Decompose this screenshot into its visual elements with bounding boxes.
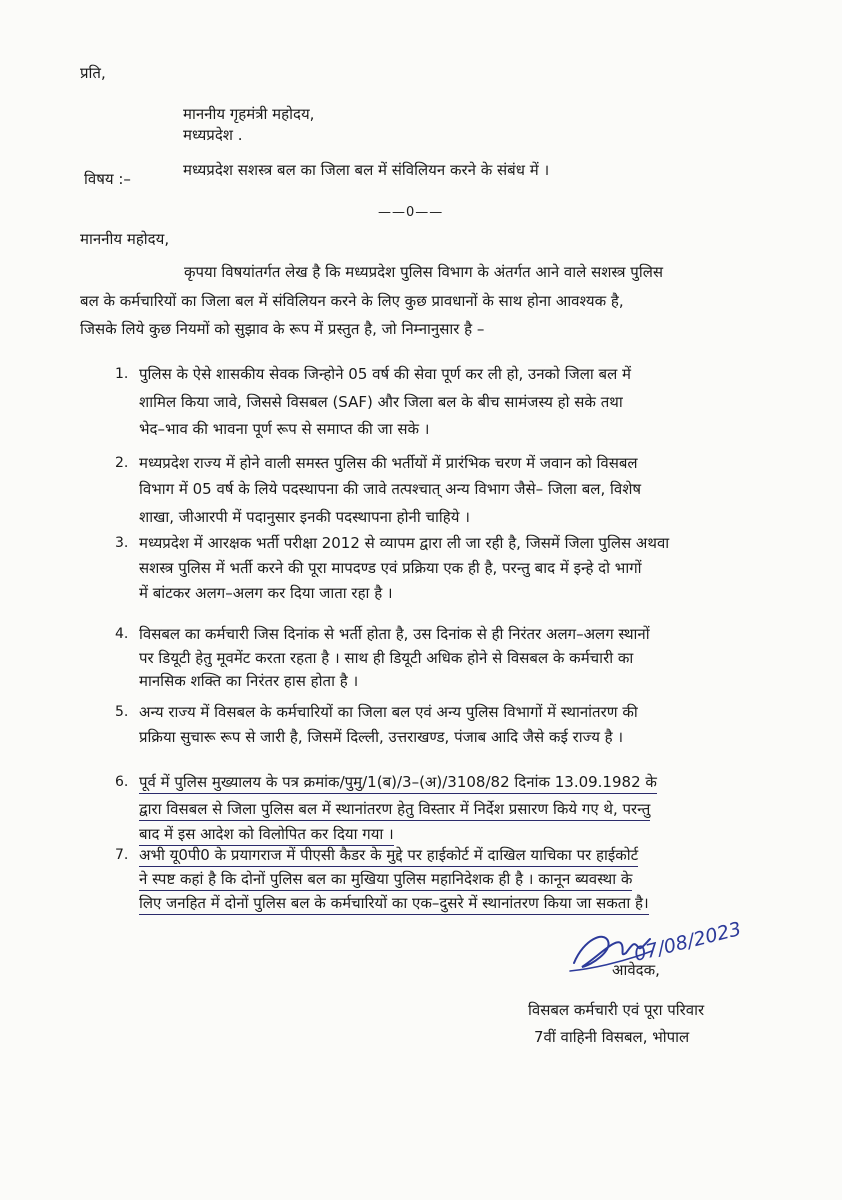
item-line: पुलिस के ऐसे शासकीय सेवक जिन्होने 05 वर्ष की सेवा पूर्ण कर ली हो, उनको जिला बल में — [139, 365, 632, 383]
item-number: 2. — [115, 455, 129, 471]
signature — [560, 905, 770, 985]
item-line: शाखा, जीआरपी में पदानुसार इनकी पदस्थापना होनी चाहिये । — [139, 508, 470, 526]
applicant-label: आवेदक, — [612, 961, 660, 979]
item-line: विसबल का कर्मचारी जिस दिनांक से भर्ती होता है, उस दिनांक से ही निरंतर अलग–अलग स्थानों — [139, 625, 650, 643]
item-line: पूर्व में पुलिस मुख्यालय के पत्र क्रमांक/पुमु/1(ब)/3–(अ)/3108/82 दिनांक 13.09.1982 के — [139, 772, 657, 794]
item-number: 3. — [115, 535, 129, 551]
signature-drawing — [560, 905, 770, 985]
item-line: अभी यू0पी0 के प्रयागराज में पीएसी कैडर के मुद्दे पर हाईकोर्ट में दाखिल याचिका पर हाईकोर्ट — [139, 845, 638, 867]
list-item — [115, 624, 805, 704]
recipient-to: प्रति, — [80, 64, 106, 82]
item-line: शामिल किया जावे, जिससे विसबल (SAF) और जिला बल के बीच सामंजस्य हो सके तथा — [139, 393, 623, 411]
item-line: लिए जनहित में दोनों पुलिस बल के कर्मचारियों का एक–दुसरे में स्थानांतरण किया जा सकता है। — [139, 893, 649, 915]
intro-line: जिसके लिये कुछ नियमों को सुझाव के रूप में प्रस्तुत है, जो निम्नानुसार है – — [80, 320, 485, 338]
recipient-name: माननीय गृहमंत्री महोदय, — [183, 105, 315, 123]
item-line: मध्यप्रदेश राज्य में होने वाली समस्त पुलिस की भर्तीयों में प्रारंभिक चरण में जवान को विसबल — [139, 454, 638, 472]
item-line: द्वारा विसबल से जिला पुलिस बल में स्थानांतरण हेतु विस्तार में निर्देश प्रसारण किये गए थे, परन्तु — [139, 799, 650, 821]
list-item — [115, 772, 805, 852]
item-line: प्रक्रिया सुचारू रूप से जारी है, जिसमें दिल्ली, उत्तराखण्ड, पंजाब आदि जैसे कई राज्य है । — [139, 728, 624, 746]
item-line: मानसिक शक्ति का निरंतर हास होता है । — [139, 672, 359, 690]
subject-text: मध्यप्रदेश सशस्त्र बल का जिला बल में संविलियन करने के संबंध में । — [183, 161, 550, 179]
list-item — [115, 364, 805, 444]
item-line: भेद–भाव की भावना पूर्ण रूप से समाप्त की जा सके । — [139, 420, 430, 438]
item-line: अन्य राज्य में विसबल के कर्मचारियों का जिला बल एवं अन्य पुलिस विभागों में स्थानांतरण की — [139, 703, 638, 721]
item-line: मध्यप्रदेश में आरक्षक भर्ती परीक्षा 2012 से व्यापम द्वारा ली जा रही है, जिसमें जिला पुलिस अथवा — [139, 534, 670, 552]
intro-line: कृपया विषयांतर्गत लेख है कि मध्यप्रदेश पुलिस विभाग के अंतर्गत आने वाले सशस्त्र पुलिस — [184, 263, 664, 281]
subject-label: विषय :– — [84, 170, 131, 188]
item-number: 1. — [115, 366, 129, 382]
item-number: 4. — [115, 626, 129, 642]
list-item — [115, 453, 805, 533]
item-line: पर डियूटी हेतु मूवमेंट करता रहता है । साथ ही डियूटी अधिक होने से विसबल के कर्मचारी का — [139, 649, 634, 667]
signature-date: 07/08/2023 — [631, 918, 744, 966]
item-line: ने स्पष्ट कहां है कि दोनों पुलिस बल का मुखिया पुलिस महानिदेशक ही है । कानून ब्यवस्था के — [139, 869, 632, 891]
divider: ——0—— — [378, 205, 444, 220]
item-line: सशस्त्र पुलिस में भर्ती करने की पूरा मापदण्ड एवं प्रक्रिया एक ही है, परन्तु बाद में इन्हे दो भागों — [139, 559, 642, 577]
item-number: 7. — [115, 847, 129, 863]
list-item — [115, 702, 805, 762]
item-line: में बांटकर अलग–अलग कर दिया जाता रहा है । — [139, 584, 393, 602]
closing-line-1: विसबल कर्मचारी एवं पूरा परिवार — [528, 1001, 705, 1019]
intro-paragraph — [80, 262, 800, 342]
item-number: 5. — [115, 704, 129, 720]
item-number: 6. — [115, 774, 129, 790]
salutation: माननीय महोदय, — [80, 230, 170, 248]
item-line: विभाग में 05 वर्ष के लिये पदस्थापना की जावे तत्पश्चात् अन्य विभाग जैसे– जिला बल, विशेष — [139, 480, 642, 498]
intro-line: बल के कर्मचारियों का जिला बल में संविलियन करने के लिए कुछ प्रावधानों के साथ होना आवश्यक है, — [80, 292, 624, 310]
item-line: बाद में इस आदेश को विलोपित कर दिया गया । — [139, 824, 394, 846]
list-item — [115, 533, 805, 613]
recipient-place: मध्यप्रदेश . — [183, 126, 243, 144]
closing-line-2: 7वीं वाहिनी विसबल, भोपाल — [534, 1028, 690, 1046]
